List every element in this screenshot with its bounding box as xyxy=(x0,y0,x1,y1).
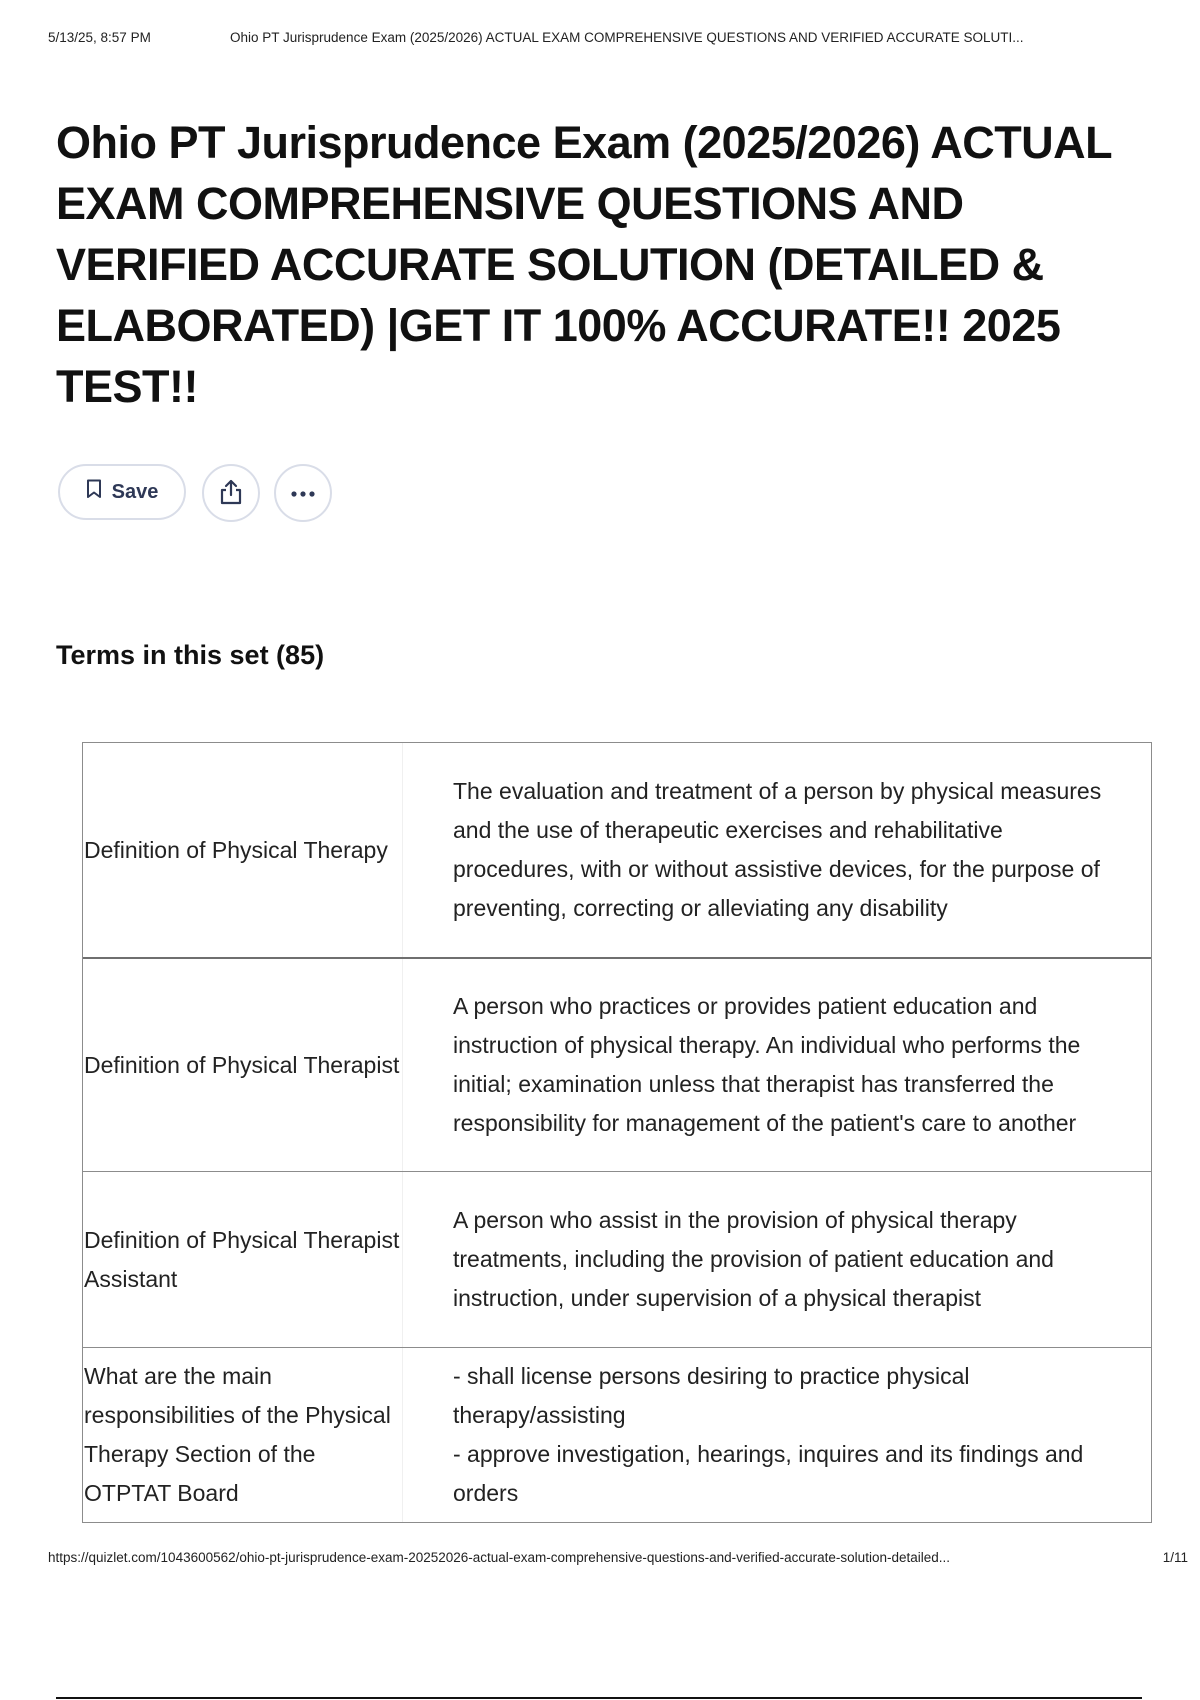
term-text: Definition of Physical Therapist xyxy=(83,959,403,1171)
share-button[interactable] xyxy=(202,464,260,522)
term-row xyxy=(83,743,1151,957)
more-options-button[interactable] xyxy=(274,464,332,522)
definition-cell xyxy=(403,1348,1151,1522)
definition-text: - shall license persons desiring to practice physical therapy/assisting - approve investigation, hearings, inquires and its findings and orders xyxy=(453,1363,1084,1506)
print-header xyxy=(48,30,1188,50)
definition-cell xyxy=(403,743,1151,957)
definition-text: A person who practices or provides patient education and instruction of physical therapy. An individual who performs the initial; examination unless that therapist has transferred the responsibility for management of the patient's care to another xyxy=(453,993,1081,1136)
definition-text: The evaluation and treatment of a person by physical measures and the use of therapeutic exercises and rehabilitative procedures, with or without assistive devices, for the purpose of preventing, correcting or alleviating any disability xyxy=(453,778,1102,921)
definition-cell xyxy=(403,1172,1151,1347)
save-button[interactable] xyxy=(58,464,186,520)
definition-text: A person who assist in the provision of physical therapy treatments, including the provision of patient education and instruction, under supervision of a physical therapist xyxy=(453,1207,1054,1311)
divider xyxy=(56,1697,1142,1699)
more-icon xyxy=(290,486,316,501)
print-footer xyxy=(48,1550,1188,1570)
print-url: https://quizlet.com/1043600562/ohio-pt-jurisprudence-exam-20252026-actual-exam-comprehensive-questions-and-verified-accurate-solution-detailed... xyxy=(48,1550,950,1565)
term-row xyxy=(83,1347,1151,1522)
print-document-title: Ohio PT Jurisprudence Exam (2025/2026) ACTUAL EXAM COMPREHENSIVE QUESTIONS AND VERIFIED ACCURATE SOLUTI... xyxy=(230,30,1024,45)
save-label: Save xyxy=(111,480,159,503)
terms-heading: Terms in this set (85) xyxy=(56,640,325,670)
definition-cell xyxy=(403,959,1151,1171)
term-row xyxy=(83,1171,1151,1347)
share-icon xyxy=(218,478,244,509)
bookmark-icon xyxy=(86,479,102,505)
term-text: Definition of Physical Therapy xyxy=(83,743,403,957)
page-number: 1/11 xyxy=(1162,1550,1188,1565)
term-row xyxy=(83,957,1151,1171)
term-text: Definition of Physical Therapist Assistant xyxy=(83,1172,403,1347)
page-title: Ohio PT Jurisprudence Exam (2025/2026) ACTUAL EXAM COMPREHENSIVE QUESTIONS AND VERIFIED ACCURATE SOLUTION (DETAILED & ELABORATED) |GET IT 100% ACCURATE!! 2025 TEST!! xyxy=(56,117,1112,412)
term-text: What are the main responsibilities of the Physical Therapy Section of the OTPTAT Board xyxy=(83,1348,403,1522)
print-timestamp: 5/13/25, 8:57 PM xyxy=(48,30,151,45)
terms-table xyxy=(82,742,1152,1523)
